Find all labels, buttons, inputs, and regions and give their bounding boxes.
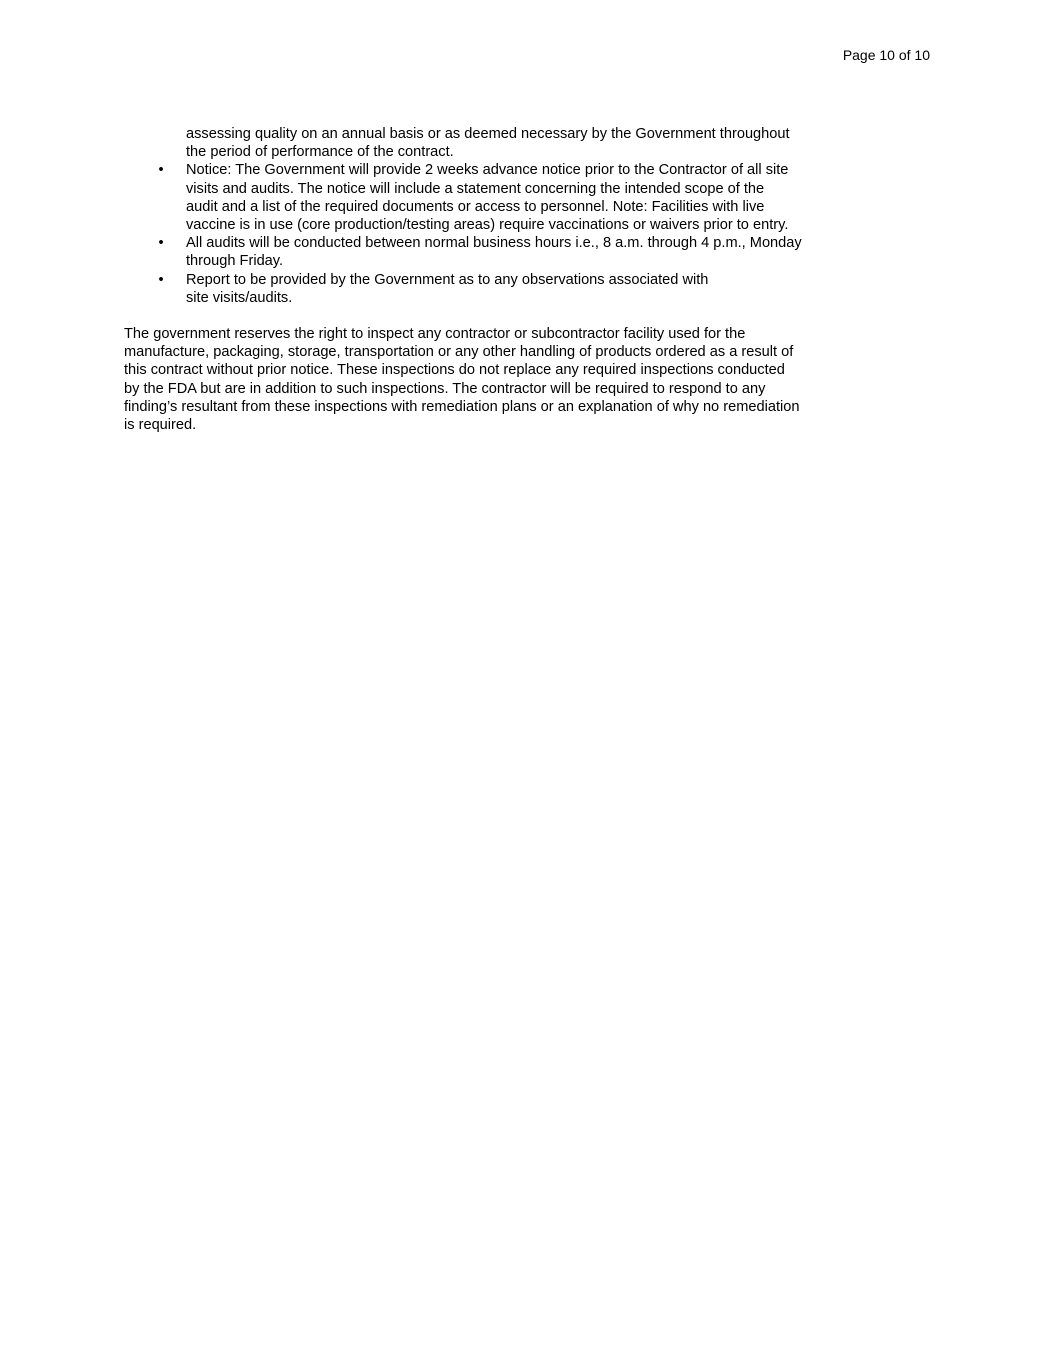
- text-line: assessing quality on an annual basis or as deemed necessary by the Government throughout: [186, 126, 790, 142]
- text-line: Report to be provided by the Government as to any observations associated with: [186, 271, 709, 288]
- bullet-icon: •: [158, 271, 164, 288]
- bullet-item-audit-hours: [124, 234, 854, 270]
- text-line: by the FDA but are in addition to such inspections. The contractor will be required to respond to any: [124, 380, 766, 397]
- text-line: The government reserves the right to inspect any contractor or subcontractor facility used for the: [124, 326, 746, 343]
- text-line: is required.: [124, 417, 197, 434]
- text-line: the period of performance of the contract.: [186, 144, 454, 161]
- inspection-paragraph: [124, 325, 854, 434]
- bullet-icon: •: [158, 235, 164, 252]
- text-line: through Friday.: [186, 253, 284, 270]
- bullet-list: [124, 161, 854, 307]
- continuation-text: [186, 125, 854, 161]
- text-line: All audits will be conducted between normal business hours i.e., 8 a.m. through 4 p.m., Monday: [186, 235, 802, 252]
- text-line: site visits/audits.: [186, 289, 293, 306]
- text-line: vaccine is in use (core production/testing areas) require vaccinations or waivers prior to entry.: [186, 217, 789, 234]
- bullet-item-notice: [124, 161, 854, 234]
- text-line: visits and audits. The notice will include a statement concerning the intended scope of the: [186, 180, 765, 197]
- document-body: [124, 125, 854, 434]
- text-line: Notice: The Government will provide 2 weeks advance notice prior to the Contractor of all site: [186, 162, 789, 179]
- text-line: finding’s resultant from these inspections with remediation plans or an explanation of why no remediation: [124, 398, 800, 415]
- page-number: Page 10 of 10: [842, 47, 930, 63]
- bullet-icon: •: [158, 162, 164, 179]
- text-line: this contract without prior notice. These inspections do not replace any required inspections conducted: [124, 362, 785, 379]
- text-line: audit and a list of the required documents or access to personnel. Note: Facilities with live: [186, 198, 765, 215]
- text-line: manufacture, packaging, storage, transportation or any other handling of products ordered as a result of: [124, 344, 794, 361]
- bullet-item-report: [124, 271, 854, 307]
